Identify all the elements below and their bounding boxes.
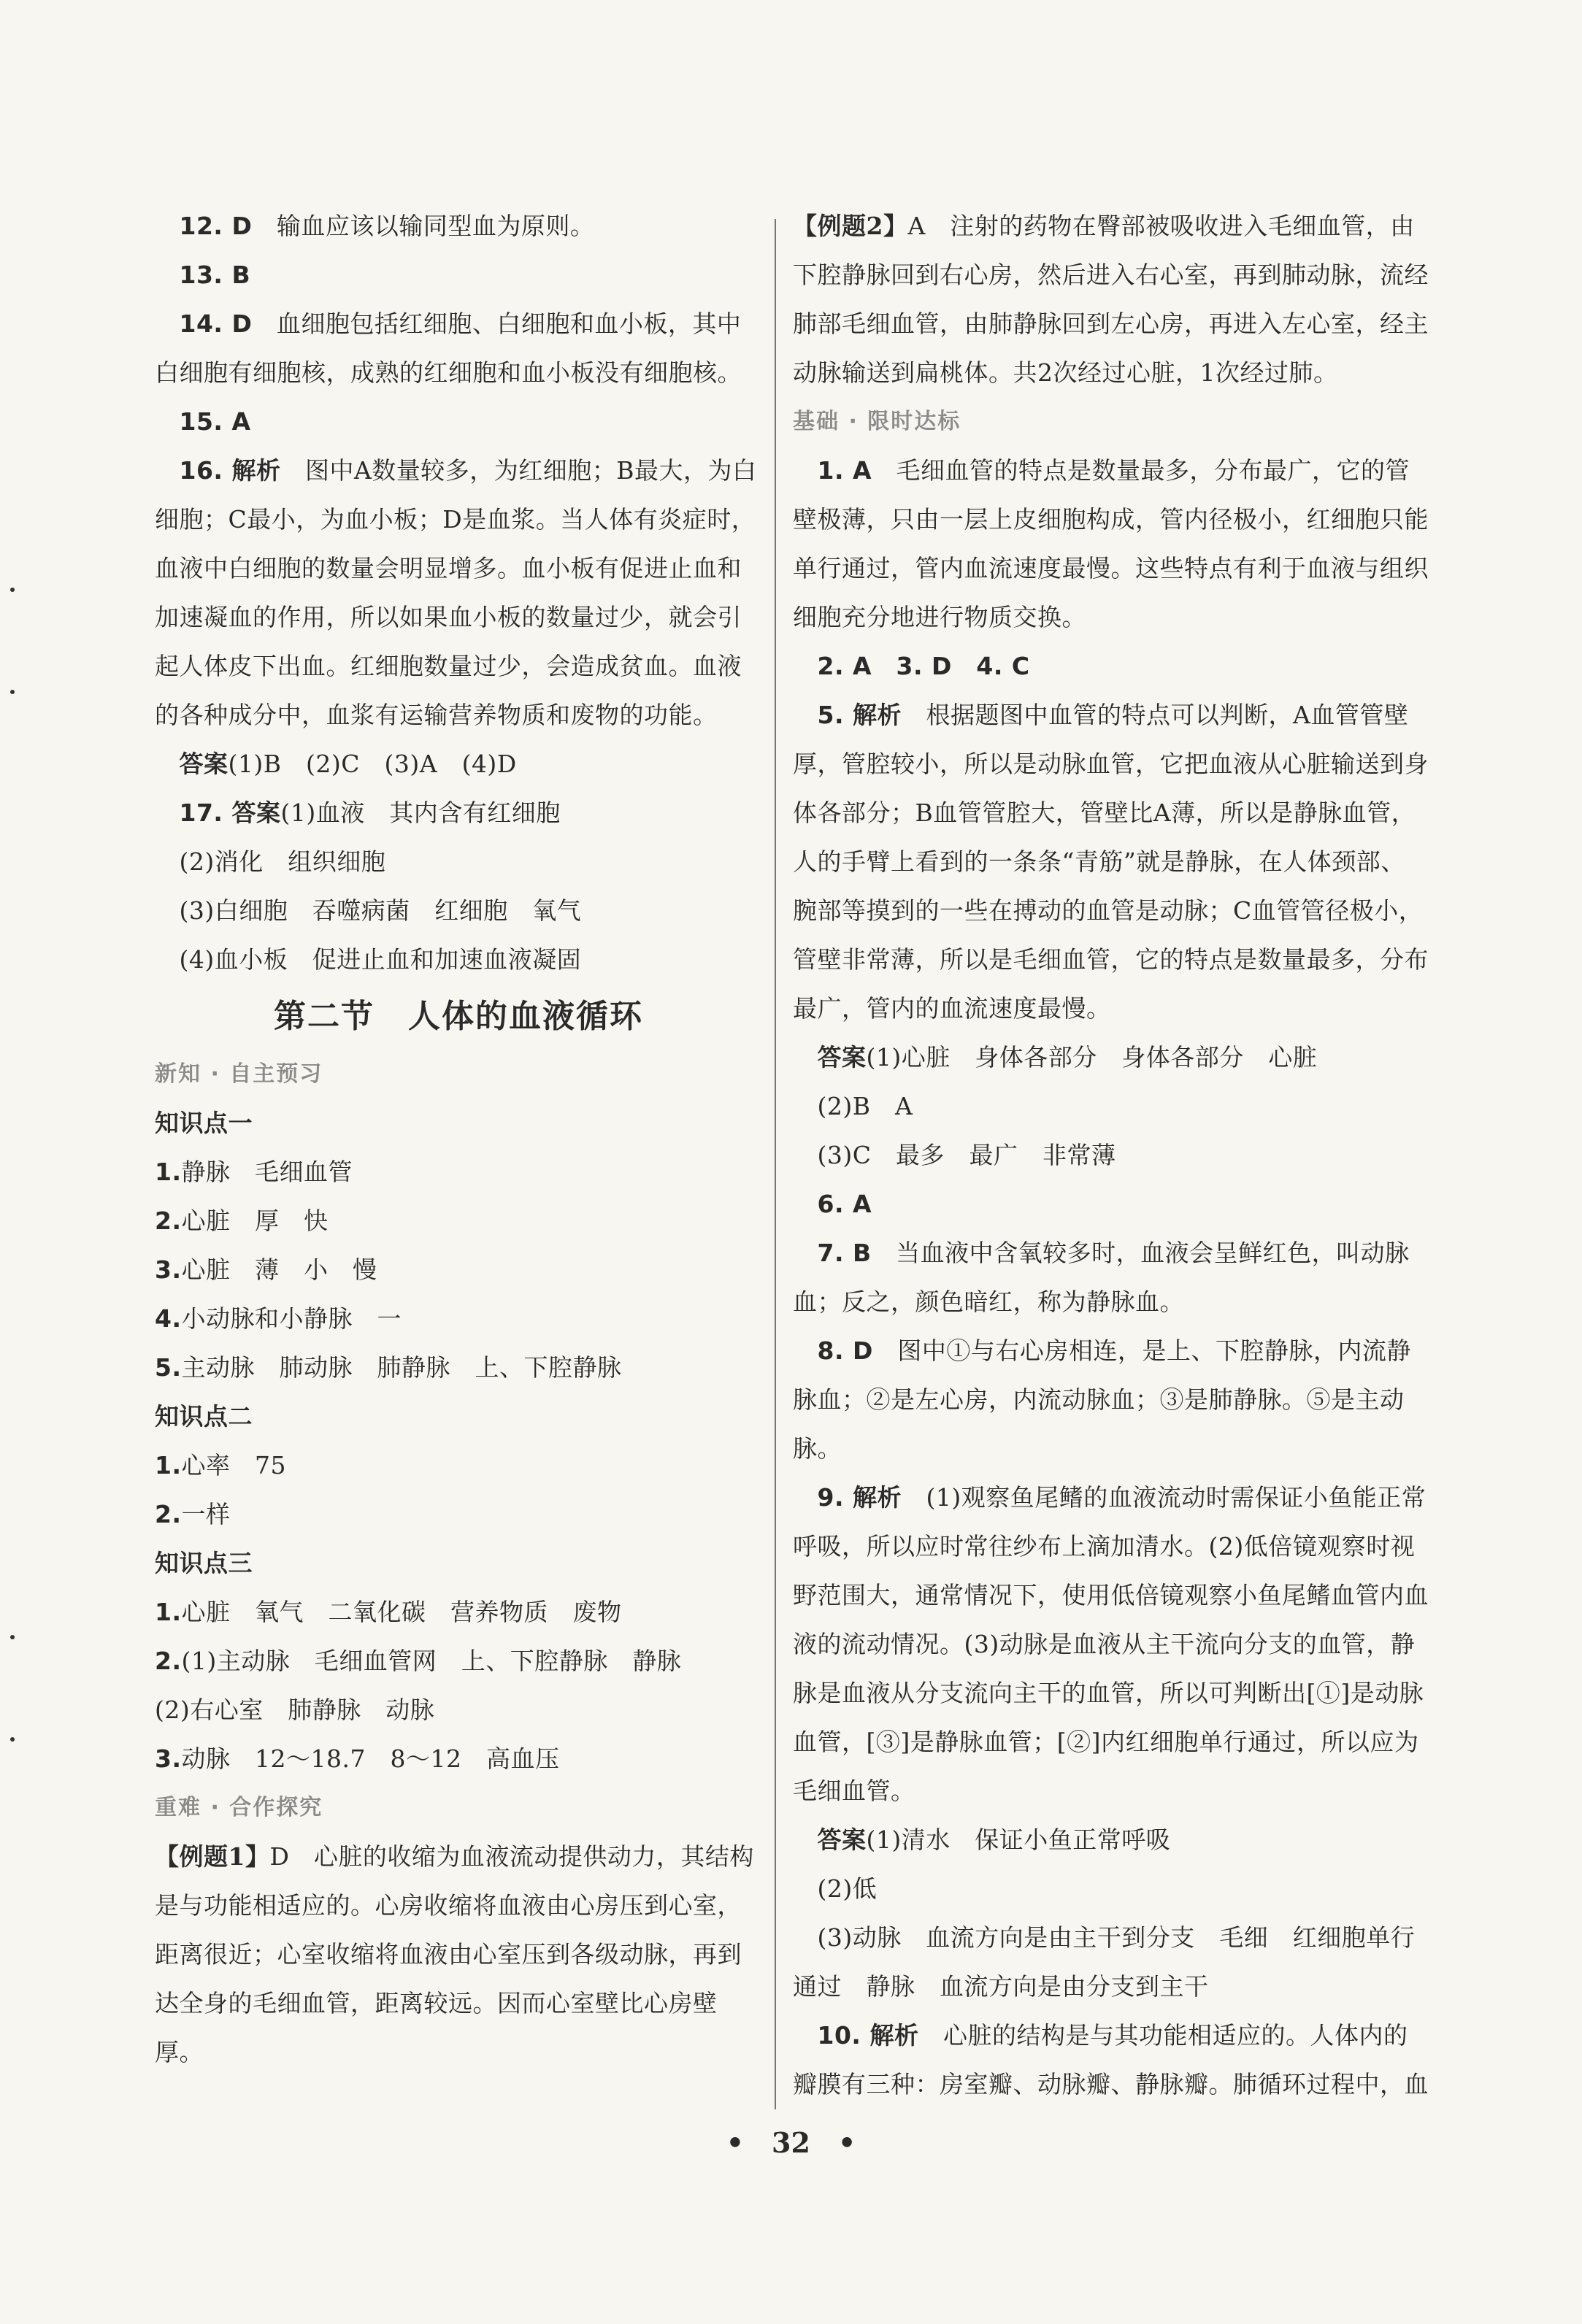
margin-mark [10, 1737, 15, 1742]
answer-9-key-2: (2)低 [817, 1874, 878, 1903]
left-column [155, 201, 762, 2077]
column-divider [775, 219, 776, 2109]
margin-mark [10, 1635, 15, 1639]
answer-6: 6. A [817, 1190, 872, 1218]
margin-mark [10, 690, 15, 694]
answer-5-key: 答案(1)心脏 身体各部分 身体各部分 心脏 [817, 1043, 1318, 1071]
kp1-item: 1.静脉 毛细血管 [155, 1158, 353, 1186]
knowledge-point-1: 知识点一 [155, 1109, 253, 1137]
kp1-item: 2.心脏 厚 快 [155, 1207, 329, 1235]
subhead-explore: 重难 · 合作探究 [155, 1795, 323, 1820]
answer-17-3: (3)白细胞 吞噬病菌 红细胞 氧气 [179, 896, 582, 925]
answer-13: 13. B [179, 261, 251, 289]
answer-17-2: (2)消化 组织细胞 [179, 847, 386, 876]
section-title: 第二节 人体的血液循环 [274, 998, 643, 1035]
example-2: 【例题2】A 注射的药物在臀部被吸收进入毛细血管，由下腔静脉回到右心房，然后进入右心室，再到肺动脉，流经肺部毛细血管，由肺静脉回到左心房，再进入左心室，经主动脉输送到扁桃体。共2次经过心脏，1次经过肺。 [793, 212, 1429, 387]
subhead-practice: 基础 · 限时达标 [793, 409, 961, 434]
answer-9: 9. 解析 (1)观察鱼尾鳍的血液流动时需保证小鱼能正常呼吸，所以应时常往纱布上滴加清水。(2)低倍镜观察时视野范围大，通常情况下，使用低倍镜观察小鱼尾鳍血管内血液的流动情况。(3)动脉是血液从主干流向分支的血管，静脉是血液从分支流向主干的血管，所以可判断出[①]是动脉血管，[③]是静脉血管；[②]内红细胞单行通过，所以应为毛细血管。 [793, 1483, 1429, 1805]
answer-9-key-3: (3)动脉 血流方向是由主干到分支 毛细 红细胞单行通过 静脉 血流方向是由分支到主干 [793, 1923, 1416, 2001]
right-column [793, 201, 1429, 2109]
kp1-item: 5.主动脉 肺动脉 肺静脉 上、下腔静脉 [155, 1353, 622, 1382]
kp3-item: 1.心脏 氧气 二氧化碳 营养物质 废物 [155, 1598, 622, 1626]
answer-8: 8. D 图中①与右心房相连，是上、下腔静脉，内流静脉血；②是左心房，内流动脉血；③是肺静脉。⑤是主动脉。 [793, 1336, 1411, 1463]
kp2-item: 2.一样 [155, 1500, 231, 1528]
answer-16-key: 答案(1)B (2)C (3)A (4)D [179, 750, 517, 778]
knowledge-point-2: 知识点二 [155, 1402, 253, 1431]
kp1-item: 4.小动脉和小静脉 一 [155, 1304, 402, 1333]
kp1-item: 3.心脏 薄 小 慢 [155, 1255, 377, 1284]
kp3-item: (2)右心室 肺静脉 动脉 [155, 1696, 435, 1724]
answer-5: 5. 解析 根据题图中血管的特点可以判断，A血管管壁厚，管腔较小，所以是动脉血管，它把血液从心脏输送到身体各部分；B血管管腔大，管壁比A薄，所以是静脉血管，人的手臂上看到的一条条“青筋”就是静脉，在人体颈部、腕部等摸到的一些在搏动的血管是动脉；C血管管径极小，管壁非常薄，所以是毛细血管，它的特点是数量最多，分布最广，管内的血流速度最慢。 [793, 701, 1429, 1023]
answer-14: 14. D 血细胞包括红细胞、白细胞和血小板，其中白细胞有细胞核，成熟的红细胞和血小板没有细胞核。 [155, 309, 742, 387]
answer-12: 12. D 输血应该以输同型血为原则。 [179, 212, 595, 240]
answer-9-key: 答案(1)清水 保证小鱼正常呼吸 [817, 1825, 1171, 1854]
answer-5-key-3: (3)C 最多 最广 非常薄 [817, 1141, 1116, 1169]
example-1: 【例题1】D 心脏的收缩为血液流动提供动力，其结构是与功能相适应的。心房收缩将血液由心房压到心室，距离很近；心室收缩将血液由心室压到各级动脉，再到达全身的毛细血管，距离较远。因而心室壁比心房壁厚。 [155, 1842, 754, 2066]
kp3-item: 2.(1)主动脉 毛细血管网 上、下腔静脉 静脉 [155, 1647, 682, 1675]
knowledge-point-3: 知识点三 [155, 1549, 253, 1577]
answer-15: 15. A [179, 407, 251, 436]
margin-mark [10, 588, 15, 592]
answer-7: 7. B 当血液中含氧较多时，血液会呈鲜红色，叫动脉血；反之，颜色暗红，称为静脉血。 [793, 1239, 1410, 1316]
answer-16: 16. 解析 图中A数量较多，为红细胞；B最大，为白细胞；C最小，为血小板；D是血浆。当人体有炎症时，血液中白细胞的数量会明显增多。血小板有促进止血和加速凝血的作用，所以如果血小板的数量过少，就会引起人体皮下出血。红细胞数量过少，会造成贫血。血液的各种成分中，血浆有运输营养物质和废物的功能。 [155, 456, 757, 729]
kp3-item: 3.动脉 12～18.7 8～12 高血压 [155, 1744, 560, 1773]
answer-2-4: 2. A 3. D 4. C [817, 652, 1030, 680]
answer-5-key-2: (2)B A [817, 1092, 913, 1120]
answer-17: 17. 答案(1)血液 其内含有红细胞 [179, 799, 561, 827]
answer-1: 1. A 毛细血管的特点是数量最多，分布最广，它的管壁极薄，只由一层上皮细胞构成，管内径极小，红细胞只能单行通过，管内血流速度最慢。这些特点有利于血液与组织细胞充分地进行物质交换。 [793, 456, 1429, 631]
answer-10: 10. 解析 心脏的结构是与其功能相适应的。人体内的瓣膜有三种：房室瓣、动脉瓣、静脉瓣。肺循环过程中，血 [793, 2021, 1429, 2098]
page-number: • 32 • [726, 2126, 856, 2159]
subhead-preview: 新知 · 自主预习 [155, 1061, 323, 1087]
kp2-item: 1.心率 75 [155, 1451, 286, 1480]
answer-17-4: (4)血小板 促进止血和加速血液凝固 [179, 945, 582, 974]
